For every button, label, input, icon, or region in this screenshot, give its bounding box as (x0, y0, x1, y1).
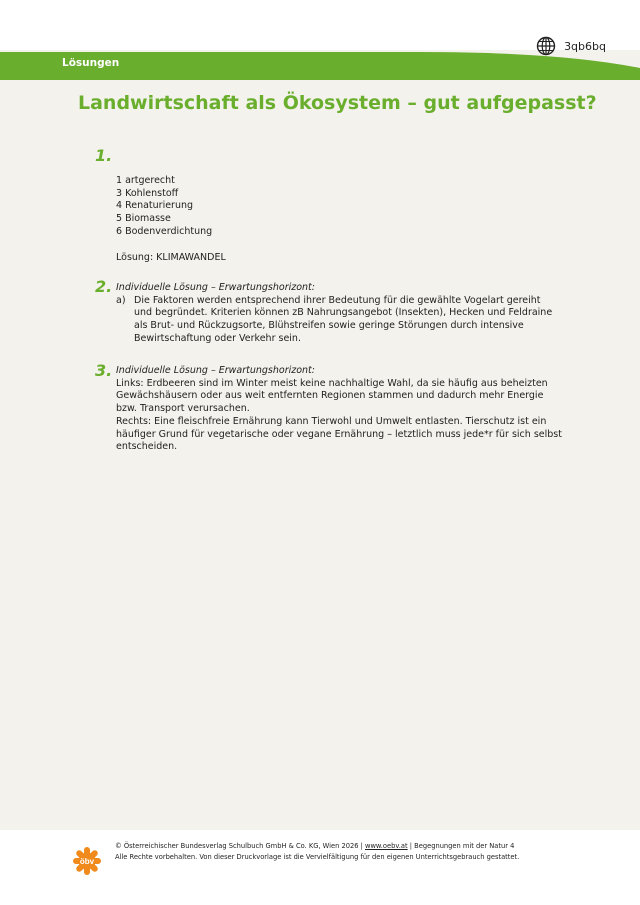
solution-word: Lösung: KLIMAWANDEL (116, 251, 226, 263)
page-title: Landwirtschaft als Ökosystem – gut aufgepasst? (78, 92, 597, 114)
task-1-answers (116, 175, 516, 264)
task-2-item-a (116, 295, 561, 346)
oebv-logo (72, 846, 102, 876)
task-number-1: 1. (95, 146, 113, 165)
task-number-3: 3. (95, 361, 113, 380)
task-3-rechts: Rechts: Eine fleischfreie Ernährung kann Tierwohl und Umwelt entlasten. Tierschutz ist ein häufiger Grund für vegetarische oder vegane Ernährung – letztlich muss jede*r für sich selbst entscheiden. (116, 415, 562, 453)
answer-line: 3 Kohlenstoff (116, 187, 179, 199)
section-label: Lösungen (62, 57, 120, 69)
task-3-links: Links: Erdbeeren sind im Winter meist keine nachhaltige Wahl, da sie häufig aus beheizten Gewächshäusern oder aus weit entfernten Regionen stammen und dadurch mehr Energie bzw. Transport verursachen. (116, 377, 548, 415)
item-text: Die Faktoren werden entsprechend ihrer Bedeutung für die gewählte Vogelart gereiht und begründet. Kriterien können zB Nahrungsangebot (Insekten), Hecken und Feldraine als Brut- und Rückzugsorte, Blühstreifen sowie geringe Störungen durch intensive Bewirtschaftung oder Verkehr sein. (134, 294, 553, 344)
answer-line: 1 artgerecht (116, 175, 175, 186)
answer-line: 6 Bodenverdichtung (116, 225, 213, 237)
publisher-link[interactable]: www.oebv.at (364, 842, 408, 850)
task-2-heading: Individuelle Lösung – Erwartungshorizont: (116, 282, 315, 293)
svg-text:öbv: öbv (79, 857, 95, 866)
code-text: 3qb6bq (564, 39, 606, 53)
footer-line-1: © Österreichischer Bundesverlag Schulbuch GmbH & Co. KG, Wien 2026 | www.oebv.at | Begegnungen mit der Natur 4 (115, 842, 515, 850)
task-3-answers (116, 365, 566, 454)
task-number-2: 2. (95, 277, 113, 296)
task-3-heading: Individuelle Lösung – Erwartungshorizont: (116, 365, 315, 376)
task-2-answers (116, 282, 561, 346)
answer-line: 5 Biomasse (116, 213, 171, 225)
footer-line-2: Alle Rechte vorbehalten. Von dieser Druckvorlage ist die Vervielfältigung für den eigenen Unterrichtsgebrauch gestattet. (115, 852, 520, 861)
footer-copyright (115, 841, 519, 862)
item-label: a) (116, 294, 126, 306)
answer-line: 4 Renaturierung (116, 200, 194, 212)
